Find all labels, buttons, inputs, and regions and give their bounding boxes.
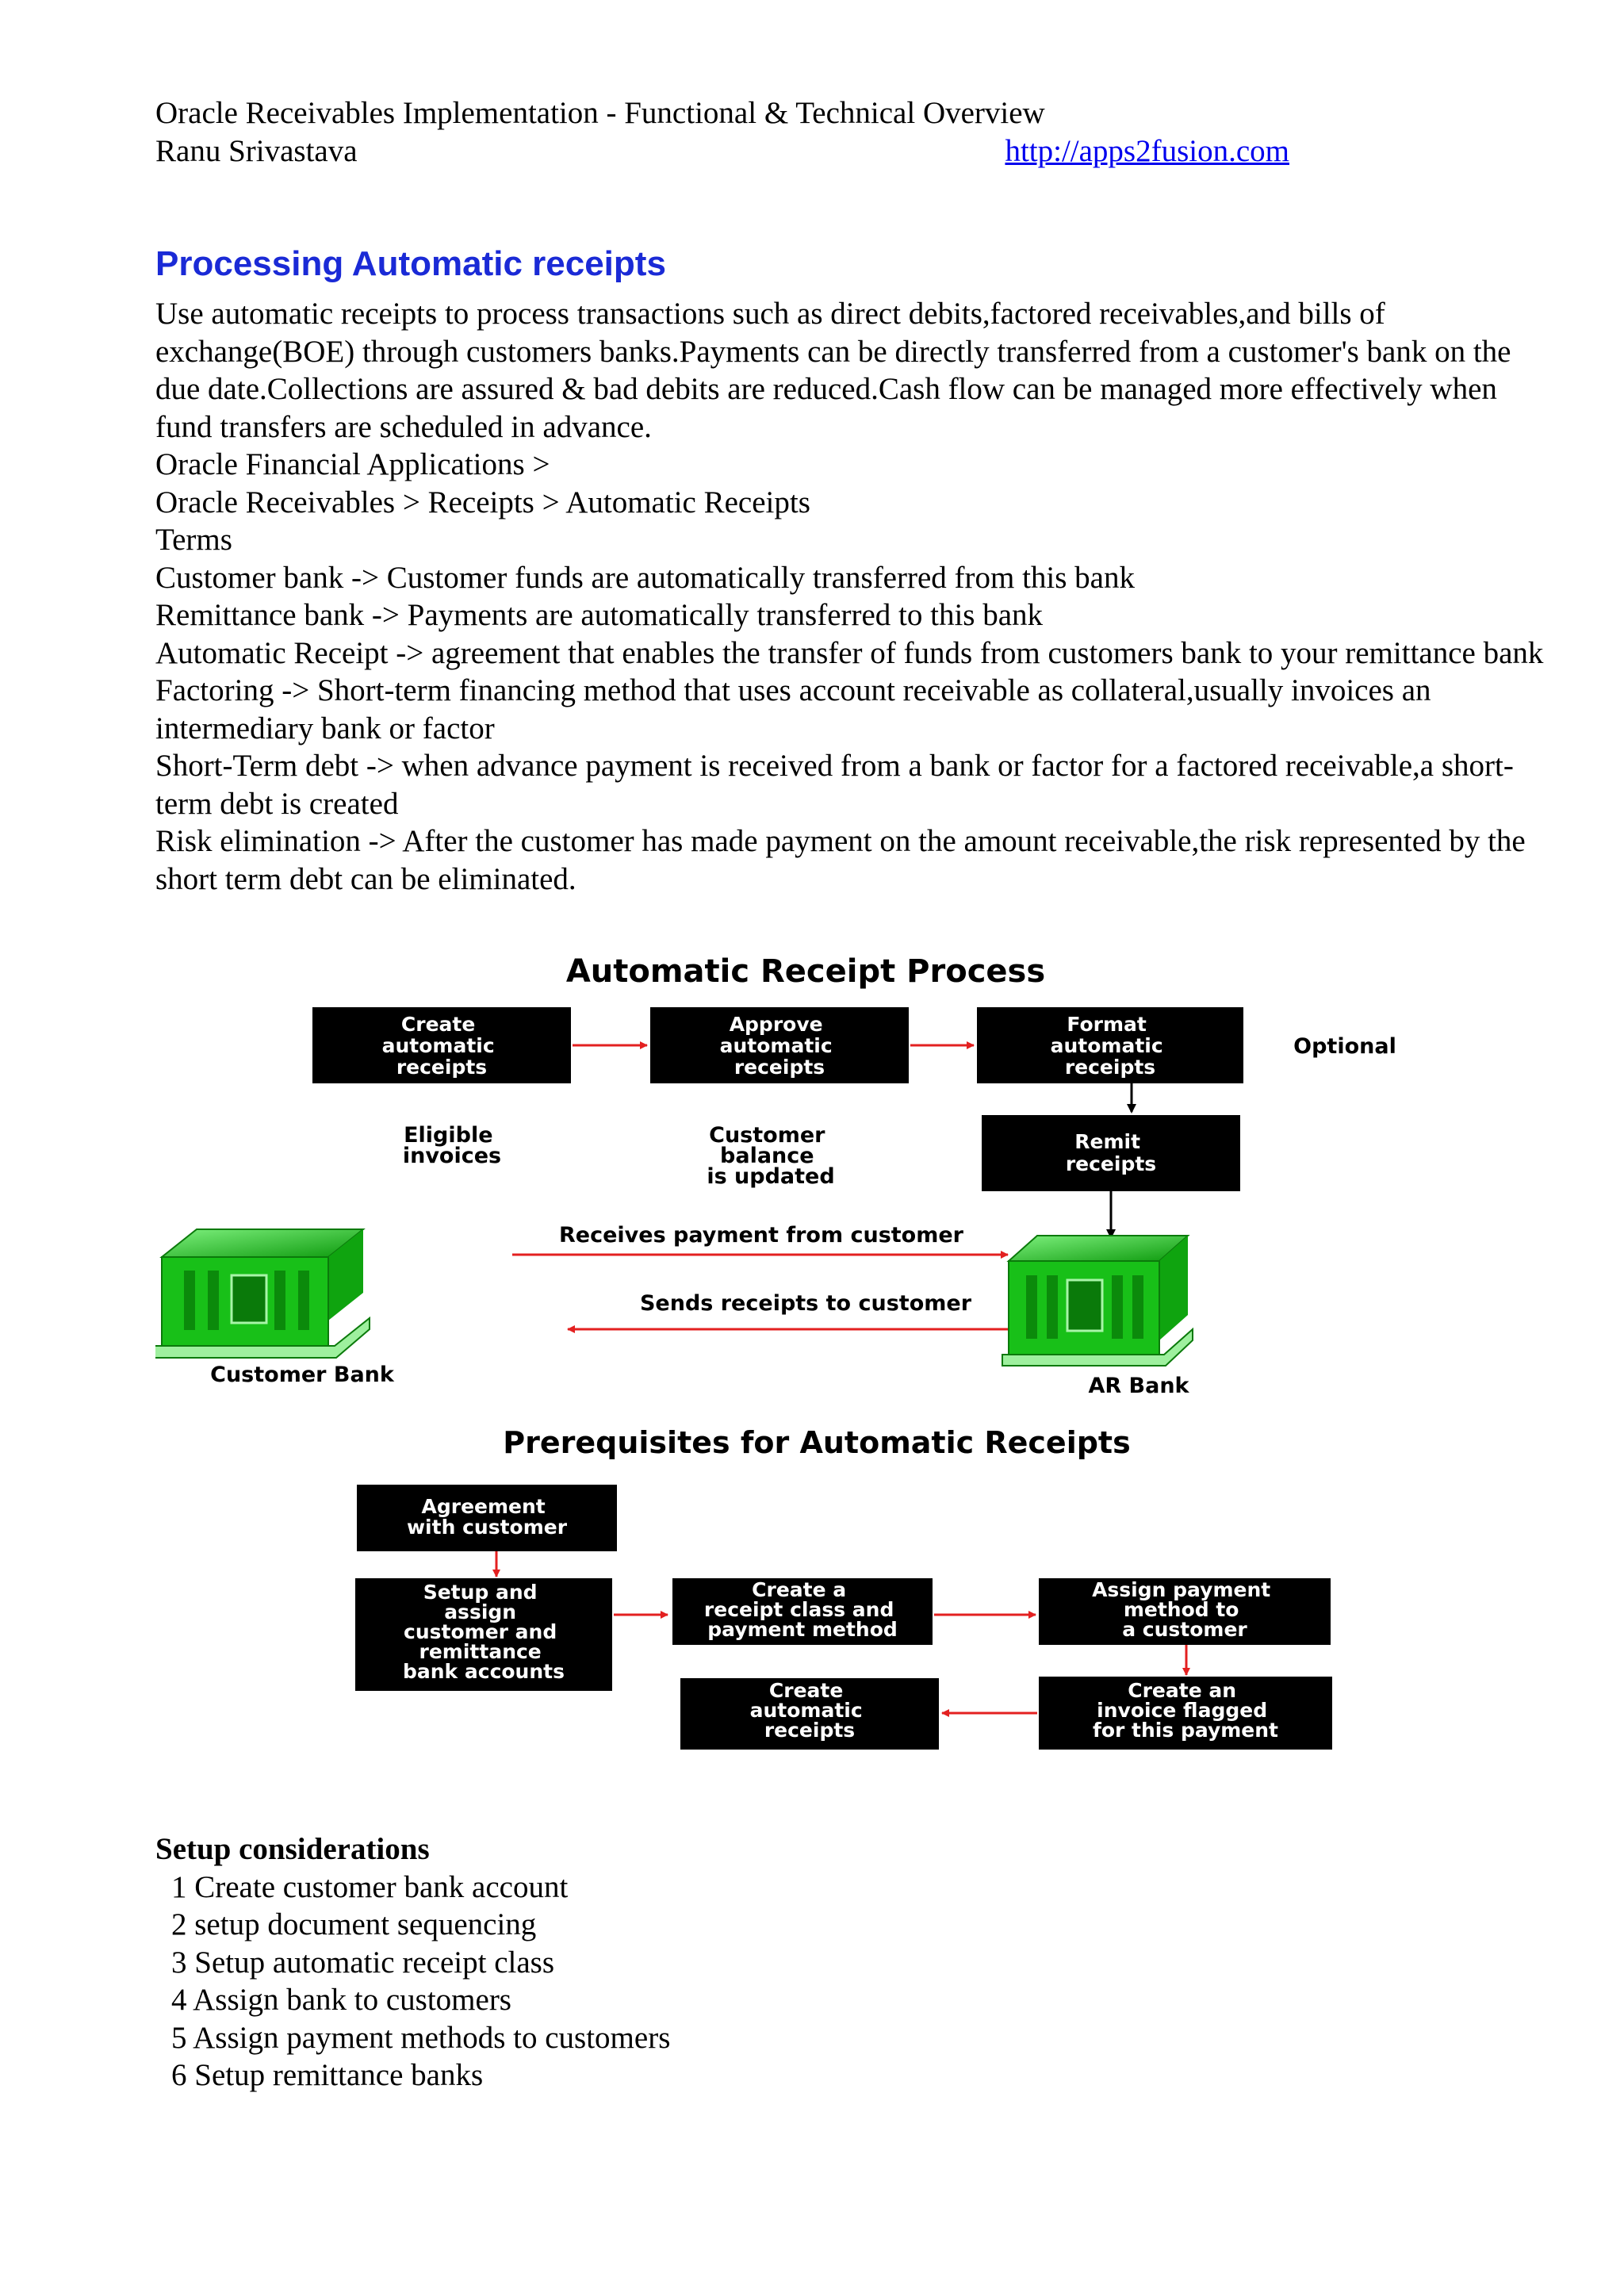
eligible-invoices-label: Eligible invoices xyxy=(402,1123,502,1168)
customer-bank-label: Customer Bank xyxy=(210,1363,394,1387)
setup-list xyxy=(155,1869,1266,2095)
box-create-automatic-receipts-text: Create automatic receipts xyxy=(749,1679,863,1742)
term-risk-elimination: Risk elimination -> After the customer has made payment on the amount receivable,the risk represented by the short term debt can be eliminated. xyxy=(155,824,1526,896)
box-remit-receipts-text: Remit receipts xyxy=(1065,1130,1157,1175)
term-customer-bank: Customer bank -> Customer funds are automatically transferred from this bank xyxy=(155,560,1135,595)
setup-item: 1 Create customer bank account xyxy=(171,1869,569,1904)
setup-item: 5 Assign payment methods to customers xyxy=(171,2020,671,2055)
section-heading: Processing Automatic receipts xyxy=(155,244,666,283)
box-create-receipts-text: Create automatic receipts xyxy=(381,1013,495,1079)
process-title: Automatic Receipt Process xyxy=(565,953,1046,990)
header-link[interactable]: http://apps2fusion.com xyxy=(1005,134,1289,168)
intro-paragraph: Use automatic receipts to process transactions such as direct debits,factored receivables,and bills of exchange(BOE) through customers banks.Payments can be directly transferred from a customer's bank on the due date.Collections are assured & bad debits are reduced.Cash flow can be managed more effectively when fund transfers are scheduled in advance. xyxy=(155,297,1511,444)
nav-path-line-1: Oracle Financial Applications > xyxy=(155,447,550,481)
nav-path-line-2: Oracle Receivables > Receipts > Automatic Receipts xyxy=(155,485,810,519)
box-format-receipts-text: Format automatic receipts xyxy=(1050,1013,1163,1079)
prereq-title: Prerequisites for Automatic Receipts xyxy=(503,1425,1131,1460)
box-invoice-flagged-text: Create an invoice flagged for this payment xyxy=(1092,1679,1279,1742)
setup-item: 4 Assign bank to customers xyxy=(171,1983,511,2017)
box-receipt-class-text: Create a receipt class and payment method xyxy=(703,1578,898,1641)
receives-payment-label: Receives payment from customer xyxy=(558,1223,964,1248)
sends-receipts-label: Sends receipts to customer xyxy=(639,1291,972,1316)
setup-considerations xyxy=(155,1830,1266,2095)
ar-bank-building-icon xyxy=(1002,1236,1193,1366)
term-short-term-debt: Short-Term debt -> when advance payment is received from a bank or factor for a factored receivable,a short-term debt is created xyxy=(155,749,1514,821)
box-setup-bank-accounts-text: Setup and assign customer and remittance bank accounts xyxy=(402,1581,565,1683)
customer-bank-building-icon xyxy=(155,1229,370,1358)
setup-title: Setup considerations xyxy=(155,1832,430,1866)
box-assign-payment-text: Assign payment method to a customer xyxy=(1092,1578,1271,1641)
header-doc-title: Oracle Receivables Implementation - Functional & Technical Overview xyxy=(155,96,1045,130)
automatic-receipt-diagram xyxy=(155,944,1456,1784)
terms-label: Terms xyxy=(155,523,232,557)
header-author: Ranu Srivastava xyxy=(155,134,358,168)
box-approve-receipts-text: Approve automatic receipts xyxy=(719,1013,833,1079)
ar-bank-label: AR Bank xyxy=(1088,1374,1189,1398)
section-body xyxy=(155,295,1551,898)
setup-item: 3 Setup automatic receipt class xyxy=(171,1945,555,1980)
term-factoring: Factoring -> Short-term financing method that uses account receivable as collateral,usually invoices an intermediary bank or factor xyxy=(155,673,1431,746)
box-agreement-text: Agreement with customer xyxy=(406,1495,568,1539)
term-remittance-bank: Remittance bank -> Payments are automatically transferred to this bank xyxy=(155,598,1044,632)
setup-item: 2 setup document sequencing xyxy=(171,1907,537,1941)
customer-balance-label: Customer balance is updated xyxy=(707,1123,835,1189)
optional-label: Optional xyxy=(1293,1034,1396,1059)
setup-item: 6 Setup remittance banks xyxy=(171,2058,484,2092)
term-automatic-receipt: Automatic Receipt -> agreement that enables the transfer of funds from customers bank to your remittance bank xyxy=(155,635,1544,670)
